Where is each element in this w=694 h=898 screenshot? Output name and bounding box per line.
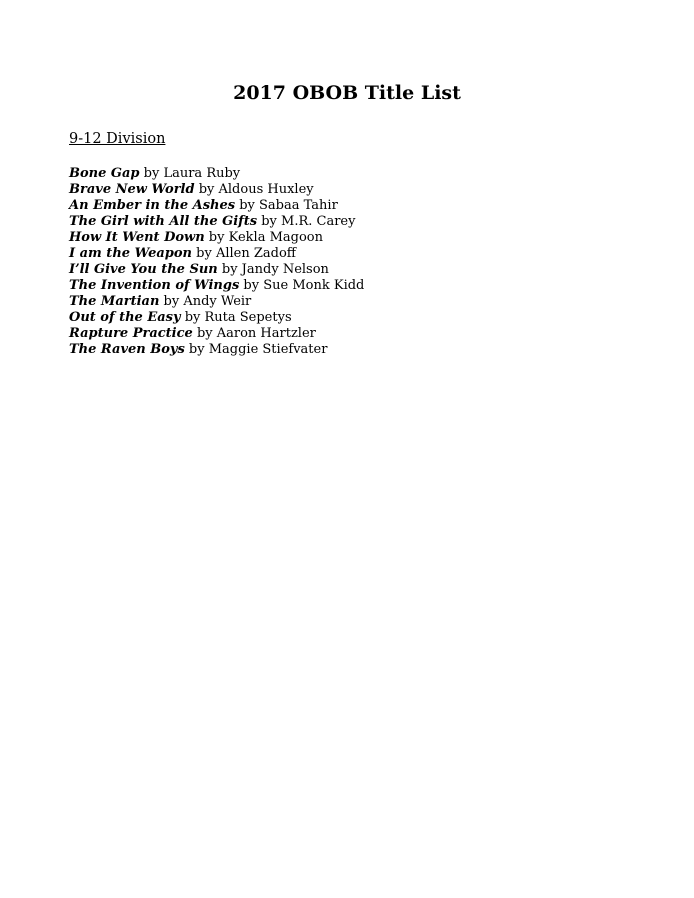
list-item bbox=[69, 214, 364, 230]
book-title: An Ember in the Ashes bbox=[69, 198, 236, 213]
book-author: by Jandy Nelson bbox=[217, 262, 329, 277]
book-author: by Sue Monk Kidd bbox=[239, 278, 365, 293]
book-author: by M.R. Carey bbox=[257, 214, 356, 229]
book-author: by Aldous Huxley bbox=[194, 182, 314, 197]
book-title: The Girl with All the Gifts bbox=[69, 214, 258, 229]
list-item bbox=[69, 310, 364, 326]
book-title: Rapture Practice bbox=[69, 326, 193, 341]
list-item bbox=[69, 262, 364, 278]
book-title: Bone Gap bbox=[69, 166, 140, 181]
list-item bbox=[69, 182, 364, 198]
book-title: The Martian bbox=[69, 294, 160, 309]
book-title: Out of the Easy bbox=[69, 310, 181, 325]
division-heading: 9-12 Division bbox=[69, 131, 166, 147]
book-title: The Raven Boys bbox=[69, 342, 185, 357]
book-title: I am the Weapon bbox=[69, 246, 193, 261]
list-item bbox=[69, 198, 364, 214]
list-item bbox=[69, 278, 364, 294]
book-title: The Invention of Wings bbox=[69, 278, 240, 293]
book-author: by Kekla Magoon bbox=[204, 230, 323, 245]
list-item bbox=[69, 246, 364, 262]
book-author: by Andy Weir bbox=[159, 294, 252, 309]
book-list bbox=[69, 166, 364, 358]
book-title: Brave New World bbox=[69, 182, 195, 197]
list-item bbox=[69, 230, 364, 246]
list-item bbox=[69, 342, 364, 358]
list-item bbox=[69, 326, 364, 342]
book-author: by Allen Zadoff bbox=[192, 246, 297, 261]
list-item bbox=[69, 166, 364, 182]
book-author: by Ruta Sepetys bbox=[180, 310, 292, 325]
book-author: by Maggie Stiefvater bbox=[184, 342, 328, 357]
book-title: How It Went Down bbox=[69, 230, 205, 245]
book-author: by Laura Ruby bbox=[139, 166, 241, 181]
page-title: 2017 OBOB Title List bbox=[233, 82, 461, 104]
book-author: by Aaron Hartzler bbox=[192, 326, 316, 341]
list-item bbox=[69, 294, 364, 310]
book-author: by Sabaa Tahir bbox=[235, 198, 338, 213]
book-title: I’ll Give You the Sun bbox=[69, 262, 218, 277]
